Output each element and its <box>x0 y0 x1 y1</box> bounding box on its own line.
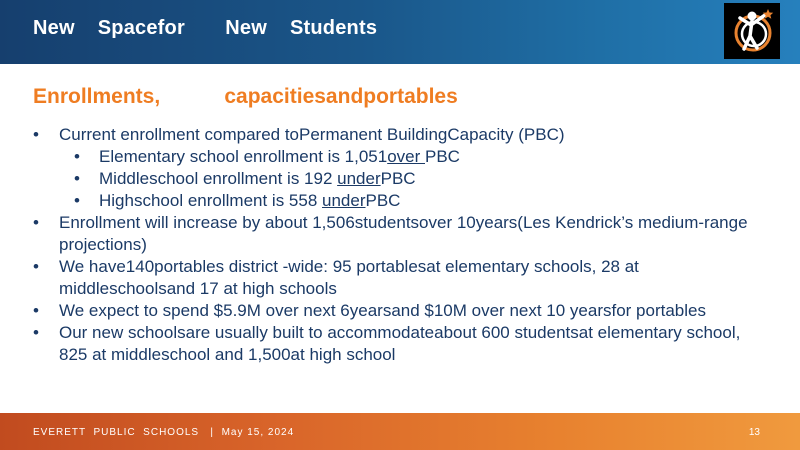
bullet-text: PBC <box>425 147 460 166</box>
sub-bullet-item <box>33 190 773 212</box>
bullet-item <box>33 300 773 322</box>
bullet-text: Current enrollment compared toPermanent BuildingCapacity (PBC) <box>59 125 565 144</box>
slide-header <box>0 0 800 64</box>
sub-bullet-item <box>33 146 773 168</box>
everett-public-schools-logo-icon <box>724 3 780 59</box>
bullet-text: under <box>337 169 381 188</box>
slide-footer <box>0 413 800 450</box>
bullet-item <box>33 322 773 366</box>
bullet-text: over <box>387 147 425 166</box>
bullet-text: under <box>322 191 366 210</box>
footer-text: EVERETT PUBLIC SCHOOLS | May 15, 2024 <box>33 427 295 438</box>
bullet-item <box>33 256 773 300</box>
bullet-text: We have140portables district -wide: 95 portablesat elementary schools, 28 at middleschoolsand 17 at high schools <box>59 257 639 298</box>
bullet-item <box>33 124 773 146</box>
bullet-item <box>33 212 773 256</box>
logo-graphic <box>724 3 780 59</box>
sub-bullet-item <box>33 168 773 190</box>
page-number: 13 <box>748 427 760 438</box>
slide-title: New Spacefor New Students <box>33 17 378 39</box>
bullet-text: PBC <box>380 169 416 188</box>
bullet-text: Enrollment will increase by about 1,506studentsover 10years(Les Kendrick’s medium-range projections) <box>59 213 748 254</box>
bullet-text: Elementary school enrollment is 1,051 <box>99 147 388 166</box>
bullet-list <box>33 124 773 366</box>
bullet-text: We expect to spend $5.9M over next 6yearsand $10M over next 10 yearsfor portables <box>59 301 706 320</box>
section-subtitle: Enrollments, capacitiesandportables <box>33 85 458 108</box>
bullet-text: PBC <box>365 191 401 210</box>
bullet-text: Our new schoolsare usually built to accommodateabout 600 studentsat elementary school, 825 at middleschool and 1,500at high school <box>59 323 741 364</box>
bullet-text: Middleschool enrollment is 192 <box>99 169 338 188</box>
bullet-text: Highschool enrollment is 558 <box>99 191 323 210</box>
